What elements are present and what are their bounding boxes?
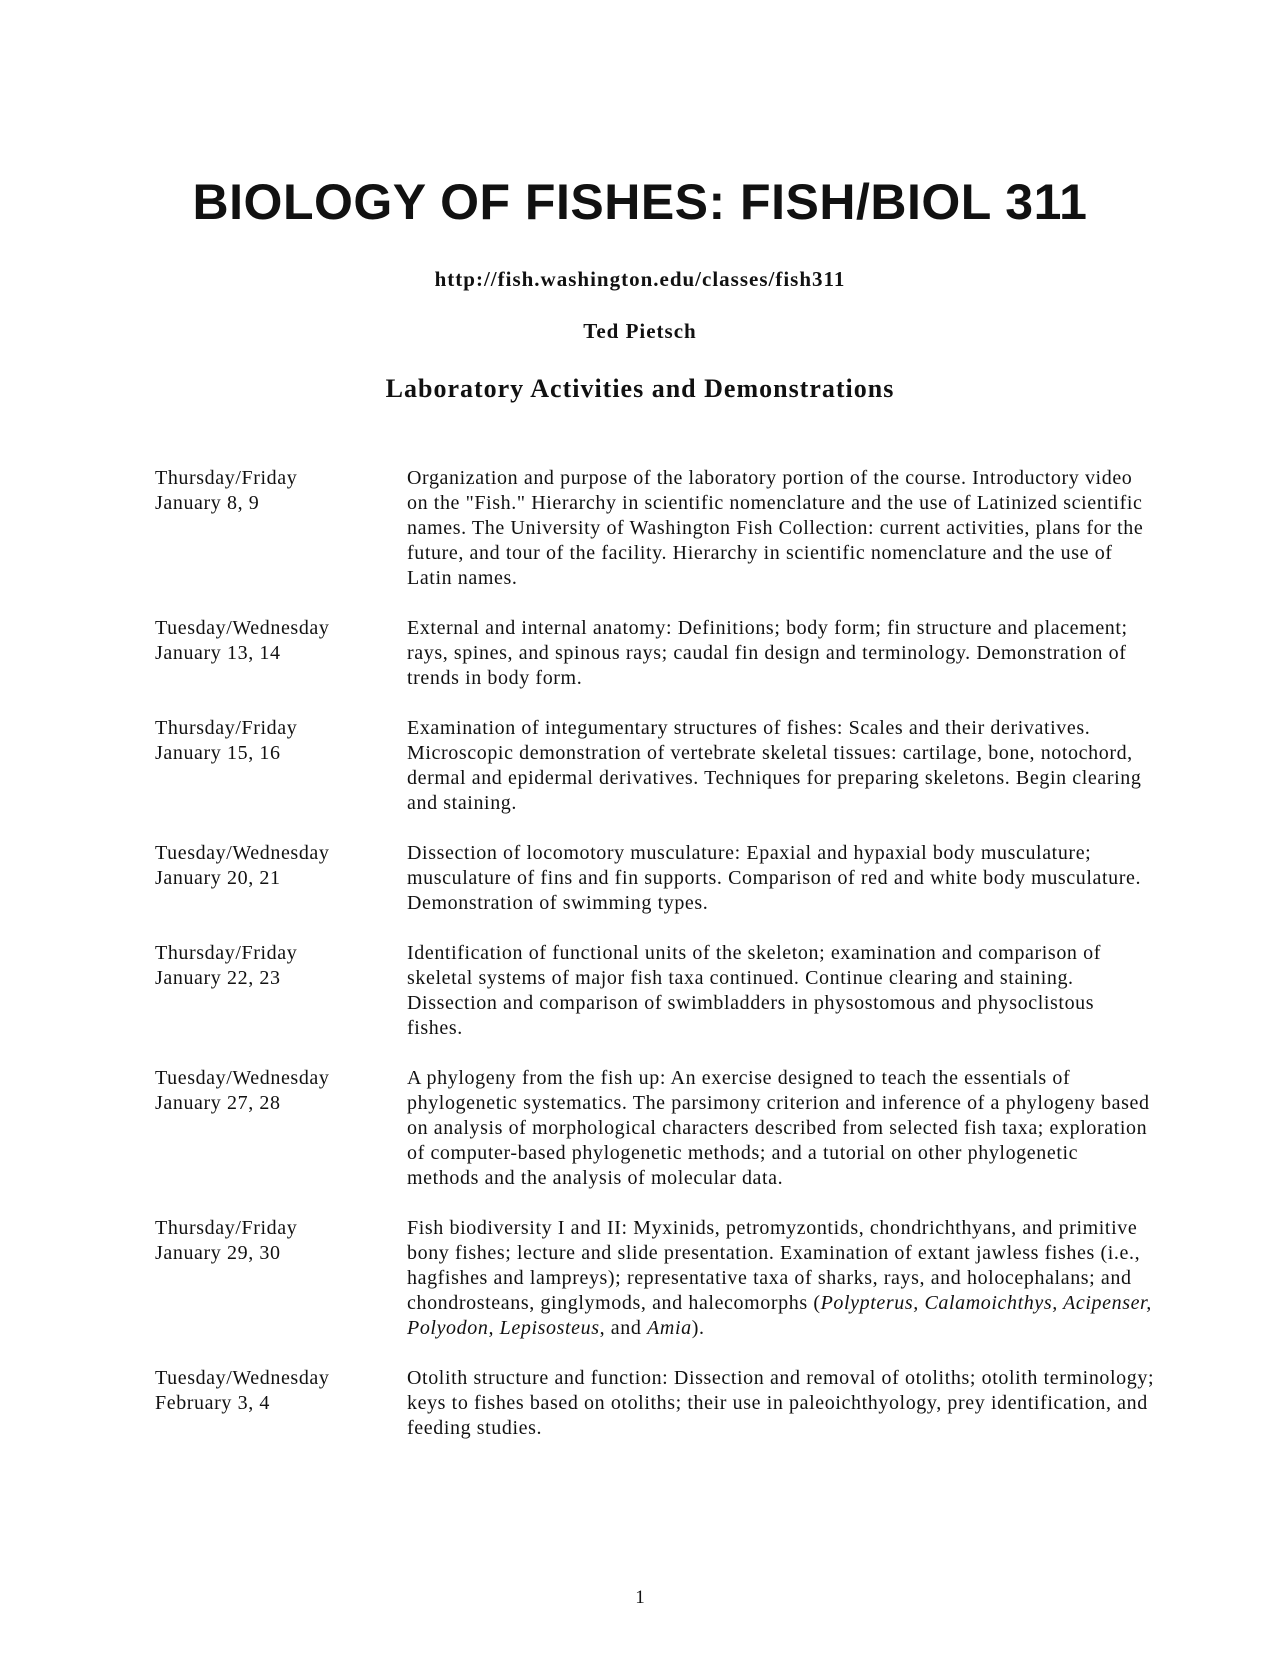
page-number: 1 xyxy=(635,1587,645,1608)
entry-description: A phylogeny from the fish up: An exercise designed to teach the essentials of phylogenetic systematics. The parsimony criterion and inference of a phylogeny based on analysis of morphological characters described from selected fish taxa; exploration of computer-based phylogenetic methods; and a tutorial on other phylogenetic methods and the analysis of molecular data. xyxy=(407,1067,1150,1189)
entry-dates: January 22, 23 xyxy=(155,967,281,989)
schedule-entry xyxy=(155,466,1155,591)
entry-description: External and internal anatomy: Definitions; body form; fin structure and placement; rays, spines, and spinous rays; caudal fin design and terminology. Demonstration of trends in body form. xyxy=(407,617,1128,689)
schedule-entry xyxy=(155,941,1155,1041)
schedule-entry xyxy=(155,1216,1155,1341)
entry-days: Thursday/Friday xyxy=(155,717,298,739)
entry-days: Tuesday/Wednesday xyxy=(155,617,330,639)
entry-description: Identification of functional units of the skeleton; examination and comparison of skeletal systems of major fish taxa continued. Continue clearing and staining. Dissection and comparison of swimbladders in physostomous and physoclistous fishes. xyxy=(407,942,1101,1039)
entry-description-text: , and xyxy=(599,1317,648,1339)
entry-date xyxy=(155,841,407,916)
schedule-entry xyxy=(155,1066,1155,1191)
course-url: http://fish.washington.edu/classes/fish311 xyxy=(434,267,846,291)
entry-description: Dissection of locomotory musculature: Epaxial and hypaxial body musculature; musculature of fins and fin supports. Comparison of red and white body musculature. Demonstration of swimming types. xyxy=(407,842,1142,914)
entry-date xyxy=(155,1366,407,1441)
entry-days: Thursday/Friday xyxy=(155,467,298,489)
entry-description: Examination of integumentary structures of fishes: Scales and their derivatives. Microscopic demonstration of vertebrate skeletal tissues: cartilage, bone, notochord, dermal and epidermal derivatives. Techniques for preparing skeletons. Begin clearing and staining. xyxy=(407,717,1142,814)
entry-date xyxy=(155,1066,407,1191)
entry-date xyxy=(155,616,407,691)
entry-days: Thursday/Friday xyxy=(155,942,298,964)
lab-schedule xyxy=(155,466,1155,1466)
schedule-entry xyxy=(155,841,1155,916)
schedule-entry xyxy=(155,716,1155,816)
entry-description xyxy=(407,1216,1155,1341)
entry-description: Otolith structure and function: Dissection and removal of otoliths; otolith terminology; keys to fishes based on otoliths; their use in paleoichthyology, prey identification, and feeding studies. xyxy=(407,1367,1155,1439)
entry-description-text: Fish biodiversity I and II: Myxinids, petromyzontids, chondrichthyans, and primitive bony fishes; lecture and slide presentation. Examination of extant jawless fishes (i.e., hagfishes and lampreys); representative taxa of sharks, rays, and holocephalans; and chondrosteans, ginglymods, and halecomorphs ( xyxy=(407,1217,1141,1314)
entry-description: Organization and purpose of the laboratory portion of the course. Introductory video on the "Fish." Hierarchy in scientific nomenclature and the use of Latinized scientific names. The University of Washington Fish Collection: current activities, plans for the future, and tour of the facility. Hierarchy in scientific nomenclature and the use of Latin names. xyxy=(407,467,1144,589)
genus-name-italic: Amia xyxy=(647,1317,692,1339)
schedule-entry xyxy=(155,616,1155,691)
entry-date xyxy=(155,466,407,591)
entry-dates: January 15, 16 xyxy=(155,742,281,764)
entry-days: Thursday/Friday xyxy=(155,1217,298,1239)
entry-days: Tuesday/Wednesday xyxy=(155,1367,330,1389)
document-title: BIOLOGY OF FISHES: FISH/BIOL 311 xyxy=(192,174,1088,230)
author-name: Ted Pietsch xyxy=(583,319,697,343)
document-subtitle: Laboratory Activities and Demonstrations xyxy=(385,374,895,403)
entry-dates: January 27, 28 xyxy=(155,1092,281,1114)
entry-description-text: ). xyxy=(691,1317,705,1339)
entry-days: Tuesday/Wednesday xyxy=(155,1067,330,1089)
entry-date xyxy=(155,716,407,816)
genus-names-italic: Polypterus, Calamoichthys, Acipenser, Polyodon, Lepisosteus xyxy=(407,1292,1152,1339)
entry-days: Tuesday/Wednesday xyxy=(155,842,330,864)
entry-date xyxy=(155,941,407,1041)
entry-dates: February 3, 4 xyxy=(155,1392,270,1414)
schedule-entry xyxy=(155,1366,1155,1441)
entry-dates: January 8, 9 xyxy=(155,492,260,514)
entry-dates: January 20, 21 xyxy=(155,867,281,889)
entry-dates: January 29, 30 xyxy=(155,1242,281,1264)
entry-dates: January 13, 14 xyxy=(155,642,281,664)
entry-date xyxy=(155,1216,407,1341)
